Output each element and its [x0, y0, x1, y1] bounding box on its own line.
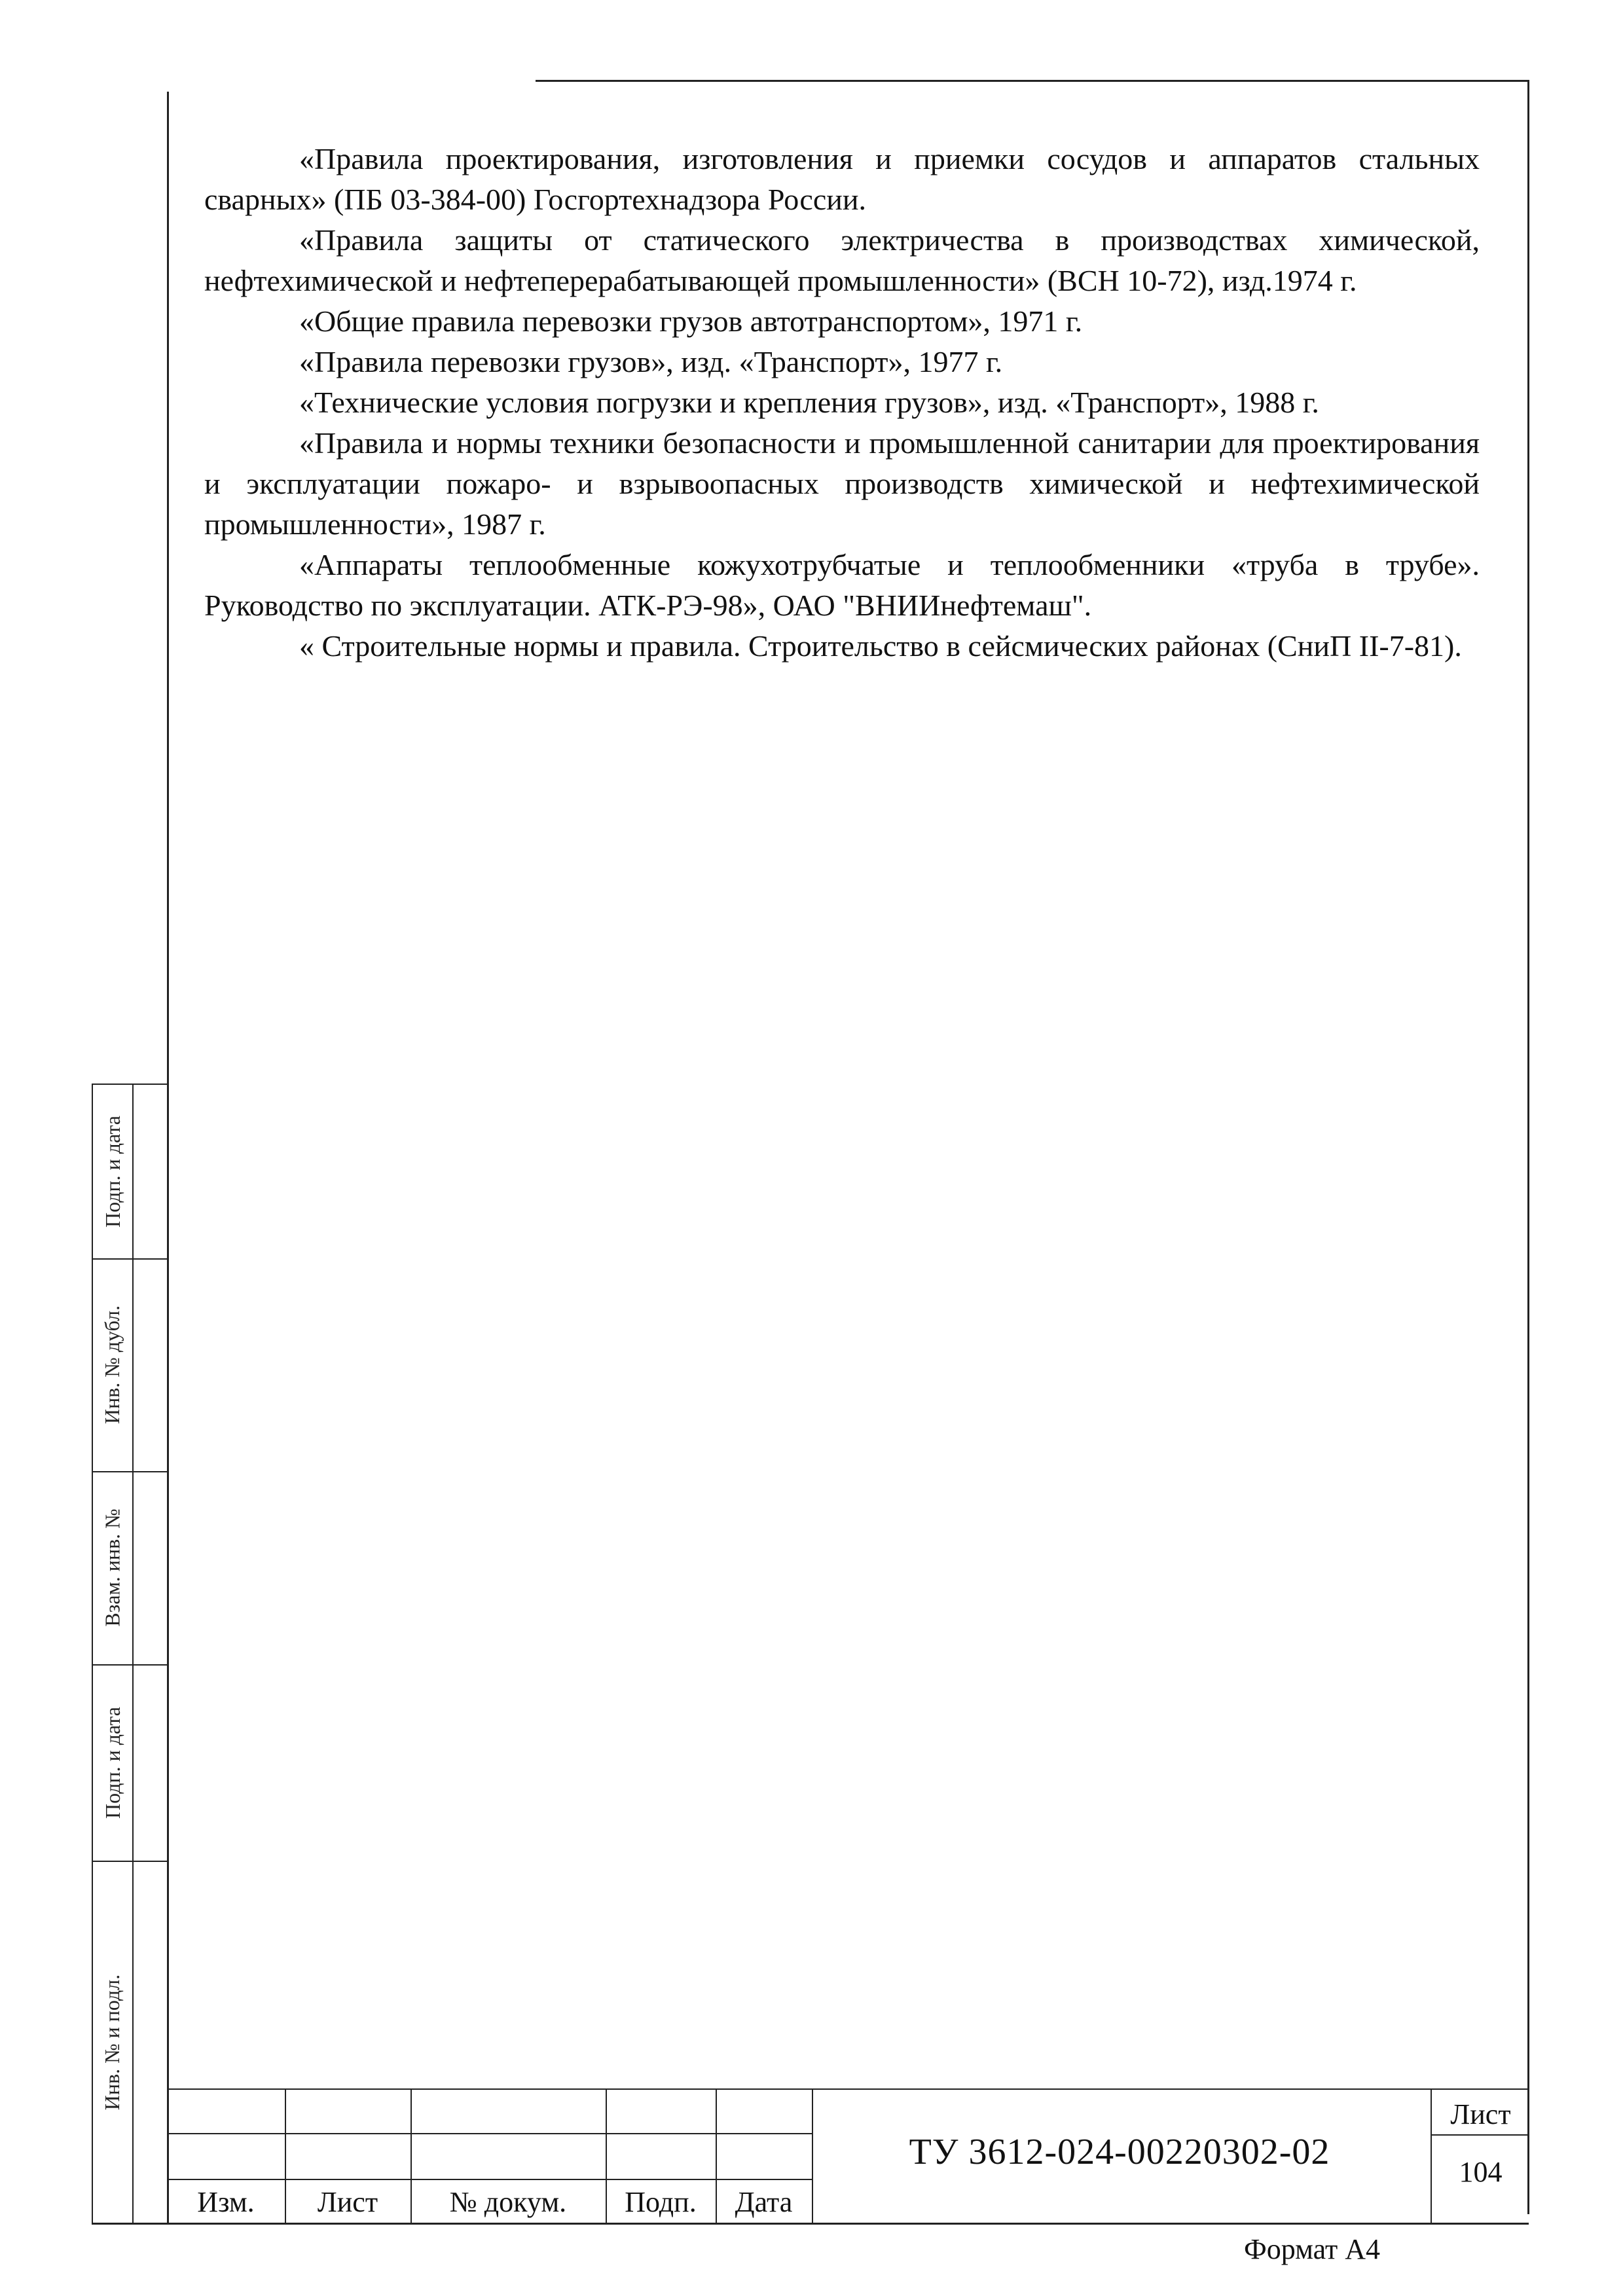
margin-divider: [132, 1085, 134, 2224]
margin-label-sign-date-top: Подп. и дата: [100, 1116, 124, 1228]
sheet-box-line: [1431, 2088, 1432, 2223]
reference-paragraph: «Общие правила перевозки грузов автотранспортом», 1971 г.: [299, 304, 1083, 338]
margin-label-sign-date: Подп. и дата: [100, 1706, 124, 1819]
sheet-number: 104: [1459, 2156, 1503, 2188]
reference-paragraph: «Правила защиты от статического электричества в производствах химической, нефтехимической и нефтеперерабатывающей промышленности» (ВСН 10-72), изд.1974 г.: [204, 223, 1480, 297]
title-block-top-line: [167, 2088, 1527, 2090]
title-block: [167, 2088, 1527, 2223]
reference-paragraph: «Аппараты теплообменные кожухотрубчатые и теплообменники «труба в трубе». Руководство по эксплуатации. АТК-РЭ-98», ОАО "ВНИИнефтемаш".: [204, 548, 1480, 622]
reference-paragraph: «Правила и нормы техники безопасности и промышленной санитарии для проектирования и эксплуатации пожаро- и взрывоопасных производств химической и нефтехимической промышленности», 1987 г.: [204, 426, 1480, 541]
reference-paragraph: «Правила проектирования, изготовления и приемки сосудов и аппаратов стальных сварных» (ПБ 03-384-00) Госгортехнадзора России.: [204, 142, 1480, 216]
frame-bottom-line: [92, 2223, 1529, 2225]
format-label: Формат А4: [1244, 2233, 1381, 2265]
frame-right-line: [1527, 80, 1529, 2214]
margin-label-replace-inv: Взам. инв. №: [100, 1508, 124, 1627]
margin-label-dup-inv: Инв. № дубл.: [100, 1305, 124, 1425]
title-block-col-line: [812, 2088, 813, 2223]
margin-label-orig-inv: Инв. № и подл.: [100, 1974, 124, 2111]
frame-top-line: [536, 80, 1529, 82]
col-doc-label: № докум.: [449, 2186, 567, 2218]
document-body: [204, 139, 1480, 666]
col-sign-label: Подп.: [625, 2186, 697, 2218]
document-code: ТУ 3612-024-00220302-02: [909, 2132, 1330, 2172]
col-list-label: Лист: [317, 2186, 378, 2218]
margin-stamp: [92, 1084, 168, 2224]
sheet-box-split: [1431, 2134, 1527, 2136]
reference-paragraph: «Технические условия погрузки и крепления грузов», изд. «Транспорт», 1988 г.: [299, 386, 1319, 419]
reference-paragraph: «Правила перевозки грузов», изд. «Транспорт», 1977 г.: [299, 345, 1003, 378]
reference-paragraph: « Строительные нормы и правила. Строительство в сейсмических районах (СниП II-7-81).: [299, 629, 1462, 663]
sheet-label: Лист: [1450, 2098, 1511, 2130]
col-izm-label: Изм.: [197, 2186, 255, 2218]
col-date-label: Дата: [735, 2186, 793, 2218]
